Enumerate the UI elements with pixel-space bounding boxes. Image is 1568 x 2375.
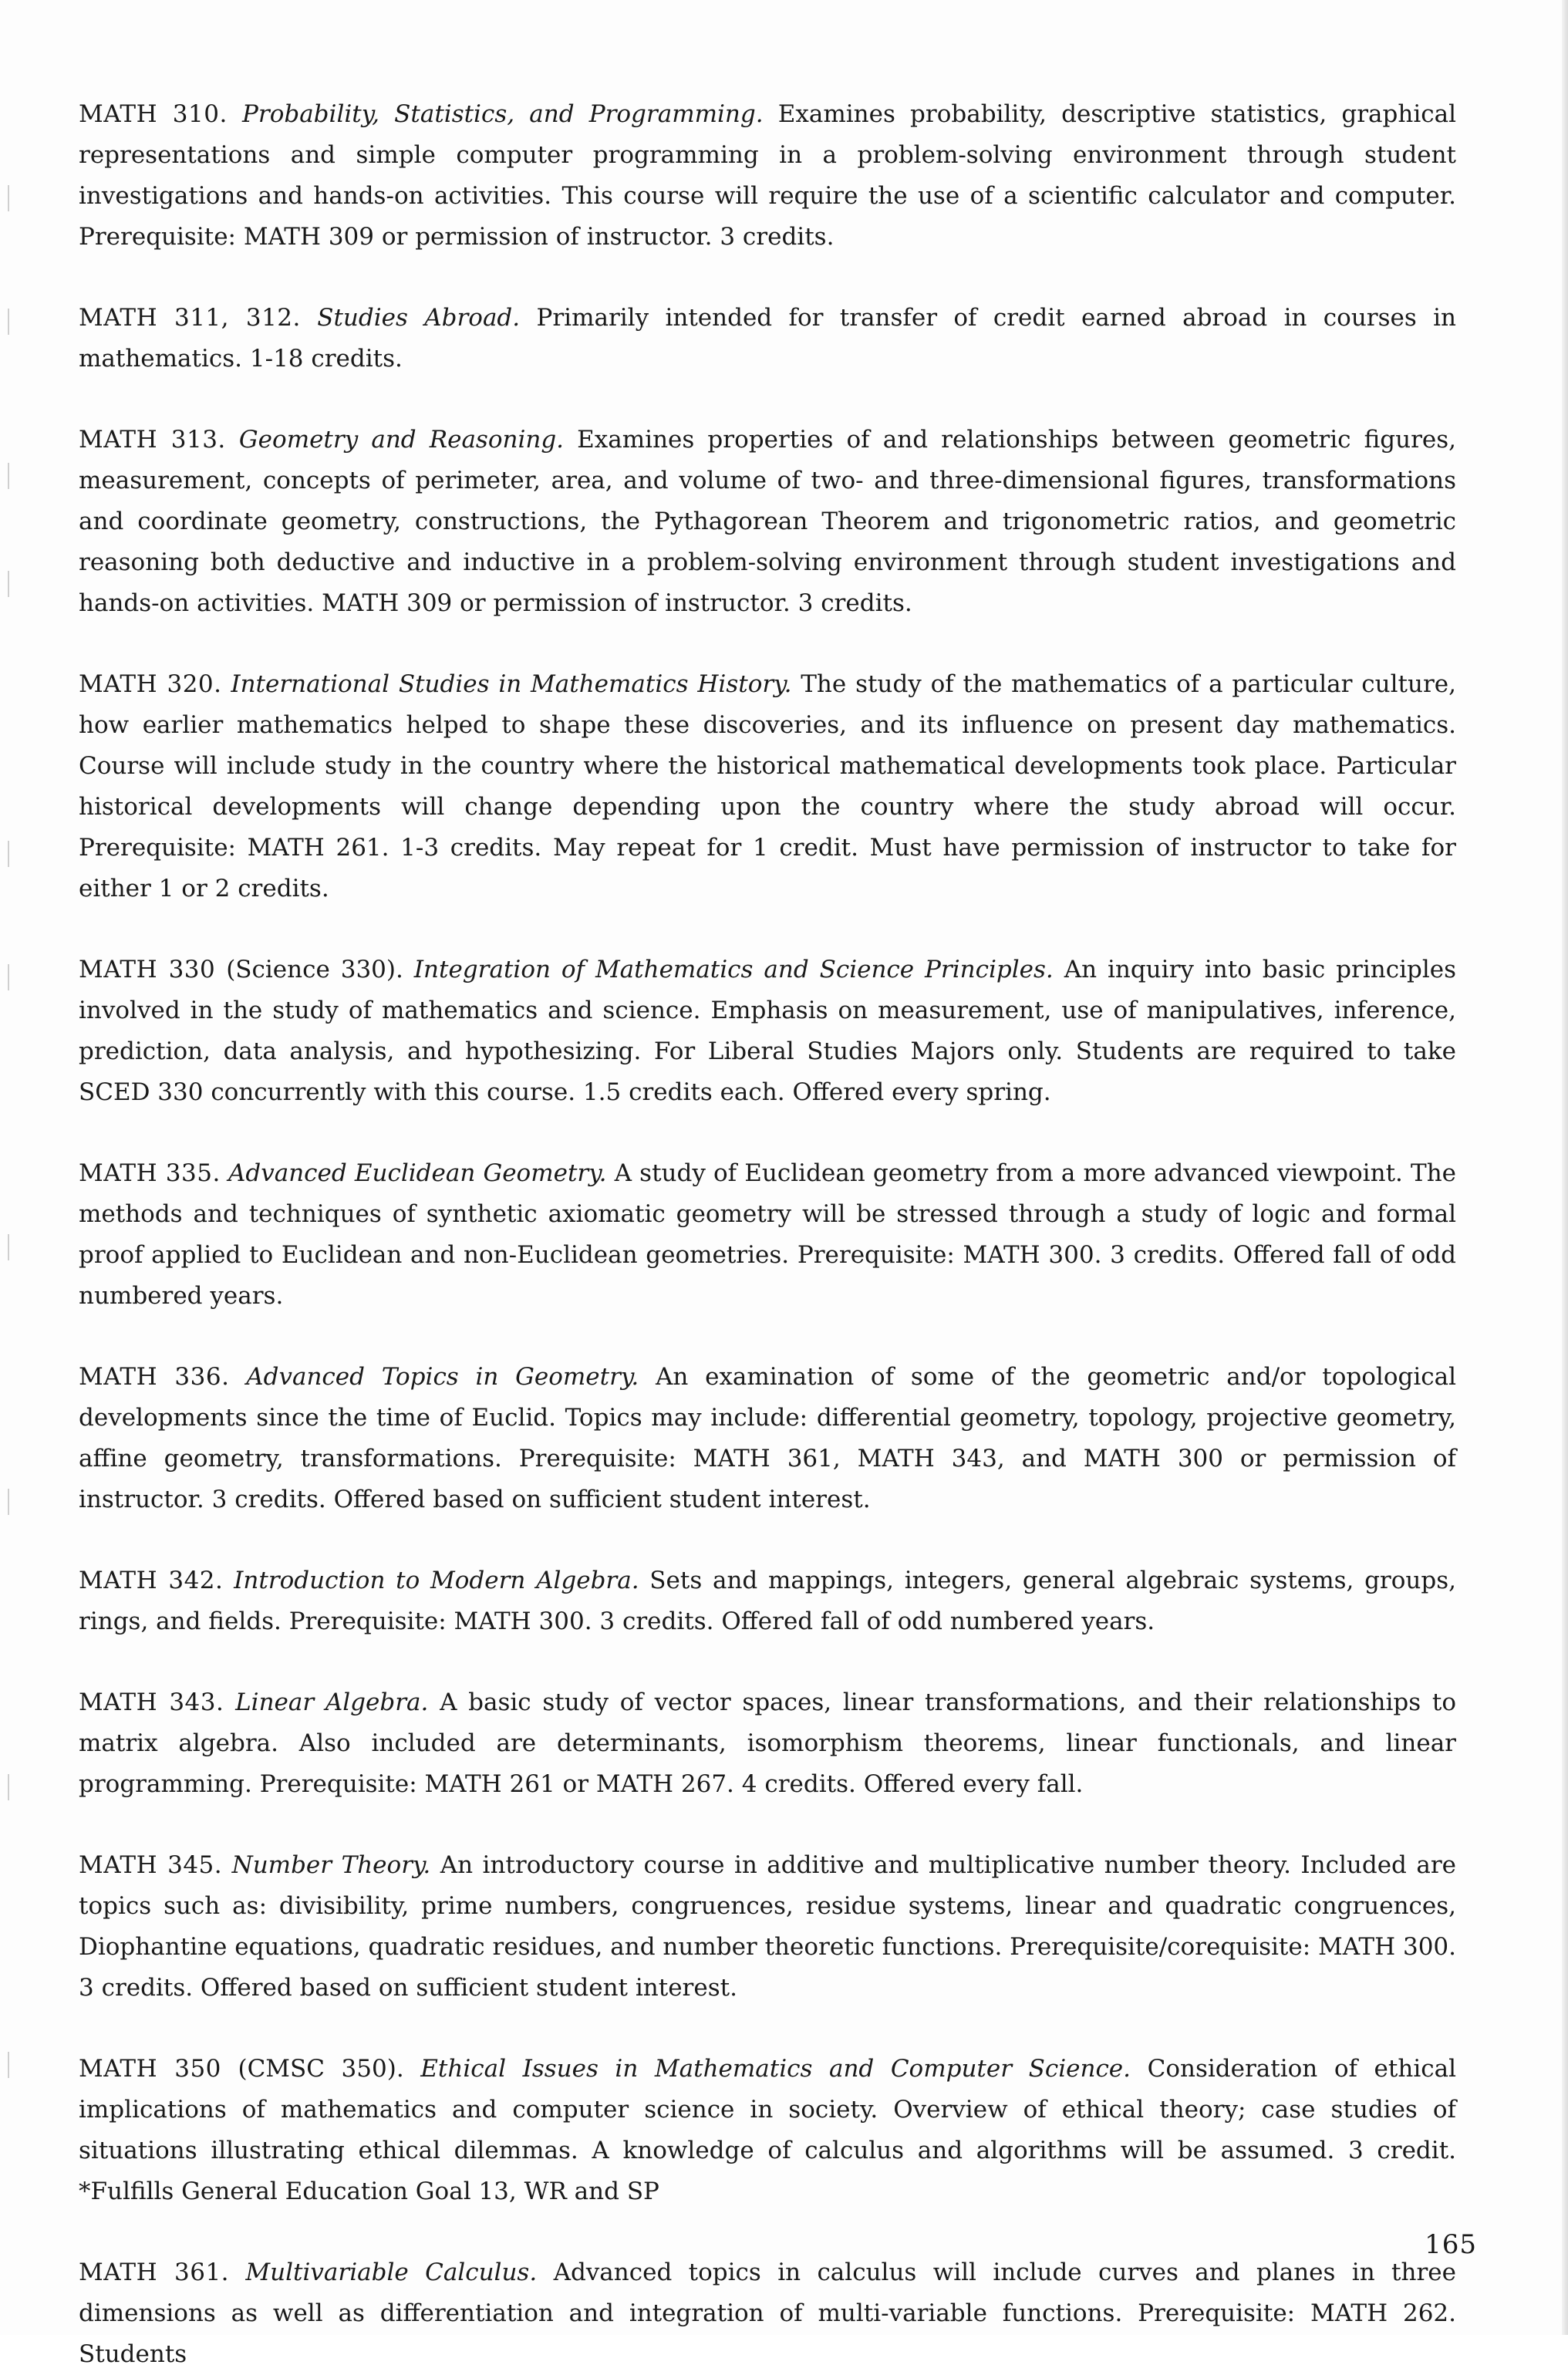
course-title: Geometry and Reasoning.	[238, 426, 565, 454]
course-entry	[79, 1682, 1456, 1805]
course-entry	[79, 1357, 1456, 1520]
course-description: An inquiry into basic principles involved in the study of mathematics and science. Emphasis on measurement, use of manipulatives, inference, prediction, data analysis, and hypothesizing. For Liberal Studies Majors only. Students are required to take SCED 330 concurrently with this course. 1.5 credits each. Offered every spring.	[79, 956, 1457, 1106]
course-title: Introduction to Modern Algebra.	[234, 1567, 639, 1594]
course-entry	[79, 1845, 1456, 2009]
course-entry	[79, 1153, 1456, 1317]
course-entry	[79, 2049, 1456, 2212]
course-title: International Studies in Mathematics History.	[231, 670, 792, 698]
course-code: MATH 345.	[79, 1851, 223, 1879]
course-code: MATH 350	[79, 2055, 221, 2083]
course-code: MATH 343.	[79, 1688, 224, 1716]
margin-mark	[8, 1234, 9, 1260]
course-entry	[79, 298, 1456, 380]
course-description: A study of Euclidean geometry from a more advanced viewpoint. The methods and techniques of synthetic axiomatic geometry will be stressed through a study of logic and formal proof applied to Euclidean and non-Euclidean geometries. Prerequisite: MATH 300. 3 credits. Offered fall of odd numbered years.	[79, 1159, 1457, 1310]
margin-mark	[8, 1774, 9, 1800]
course-code: MATH 335.	[79, 1159, 221, 1187]
course-title: Advanced Topics in Geometry.	[246, 1363, 639, 1391]
course-code: MATH 342.	[79, 1567, 224, 1594]
course-list	[79, 94, 1456, 2375]
course-title: Advanced Euclidean Geometry.	[228, 1159, 607, 1187]
course-title: Linear Algebra.	[235, 1688, 429, 1716]
course-description: Examines properties of and relationships between geometric figures, measurement, concepts of perimeter, area, and volume of two- and three-dimensional figures, transformations and coordinate geometry, constructions, the Pythagorean Theorem and trigonometric ratios, and geometric reasoning both deductive and inductive in a problem-solving environment through student investigations and hands-on activities. MATH 309 or permission of instructor. 3 credits.	[79, 426, 1457, 617]
margin-mark	[8, 1489, 9, 1515]
course-code: MATH 310.	[79, 100, 228, 128]
margin-mark	[8, 309, 9, 335]
course-entry	[79, 664, 1456, 909]
course-title: Multivariable Calculus.	[245, 2259, 538, 2286]
margin-mark	[8, 964, 9, 990]
margin-mark	[8, 841, 9, 867]
course-title: Probability, Statistics, and Programming.	[242, 100, 764, 128]
course-code: MATH 313.	[79, 426, 226, 454]
margin-mark	[8, 463, 9, 489]
course-description: An introductory course in additive and multiplicative number theory. Included are topics such as: divisibility, prime numbers, congruences, residue systems, linear and quadratic congruences, Diophantine equations, quadratic residues, and number theoretic functions. Prerequisite/corequisite: MATH 300. 3 credits. Offered based on sufficient student interest.	[79, 1851, 1457, 2002]
course-code: MATH 320.	[79, 670, 222, 698]
course-cross-listing: (Science 330).	[226, 956, 403, 983]
course-description: Primarily intended for transfer of credit earned abroad in courses in mathematics. 1-18 credits.	[79, 304, 1456, 373]
margin-mark	[8, 571, 9, 597]
course-cross-listing: (CMSC 350).	[238, 2055, 404, 2083]
course-description: An examination of some of the geometric and/or topological developments since the time of Euclid. Topics may include: differential geometry, topology, projective geometry, affine geometry, transformations. Prerequisite: MATH 361, MATH 343, and MATH 300 or permission of instructor. 3 credits. Offered based on sufficient student interest.	[79, 1363, 1457, 1513]
course-entry	[79, 2252, 1456, 2375]
course-description: A basic study of vector spaces, linear transformations, and their relationships to matrix algebra. Also included are determinants, isomorphism theorems, linear functionals, and linear programming. Prerequisite: MATH 261 or MATH 267. 4 credits. Offered every fall.	[79, 1688, 1456, 1798]
course-description: Sets and mappings, integers, general algebraic systems, groups, rings, and fields. Prerequisite: MATH 300. 3 credits. Offered fall of odd numbered years.	[79, 1567, 1456, 1635]
page-edge-shadow	[1562, 0, 1568, 2335]
course-description: Advanced topics in calculus will include curves and planes in three dimensions as well as differentiation and integration of multi-variable functions. Prerequisite: MATH 262. Students	[79, 2259, 1456, 2368]
course-title: Number Theory.	[231, 1851, 431, 1879]
course-description: Examines probability, descriptive statistics, graphical representations and simple computer programming in a problem-solving environment through student investigations and hands-on activities. This course will require the use of a scientific calculator and computer. Prerequisite: MATH 309 or permission of instructor. 3 credits.	[79, 100, 1457, 251]
course-entry	[79, 950, 1456, 1113]
course-entry	[79, 420, 1456, 624]
course-code: MATH 311, 312.	[79, 304, 301, 332]
course-code: MATH 336.	[79, 1363, 230, 1391]
margin-mark	[8, 2052, 9, 2078]
course-entry	[79, 94, 1456, 258]
margin-mark	[8, 185, 9, 211]
course-description: Consideration of ethical implications of mathematics and computer science in society. Overview of ethical theory; case studies of situations illustrating ethical dilemmas. A knowledge of calculus and algorithms will be assumed. 3 credit. *Fulfills General Education Goal 13, WR and SP	[79, 2055, 1456, 2205]
course-title: Studies Abroad.	[317, 304, 521, 332]
course-title: Integration of Mathematics and Science Principles.	[413, 956, 1054, 983]
course-code: MATH 361.	[79, 2259, 230, 2286]
course-entry	[79, 1560, 1456, 1642]
page-number: 165	[1425, 2229, 1477, 2260]
course-code: MATH 330	[79, 956, 216, 983]
course-title: Ethical Issues in Mathematics and Computer Science.	[420, 2055, 1131, 2083]
course-description: The study of the mathematics of a particular culture, how earlier mathematics helped to shape these discoveries, and its influence on present day mathematics. Course will include study in the country where the historical mathematical developments took place. Particular historical developments will change depending upon the country where the study abroad will occur. Prerequisite: MATH 261. 1-3 credits. May repeat for 1 credit. Must have permission of instructor to take for either 1 or 2 credits.	[79, 670, 1456, 902]
